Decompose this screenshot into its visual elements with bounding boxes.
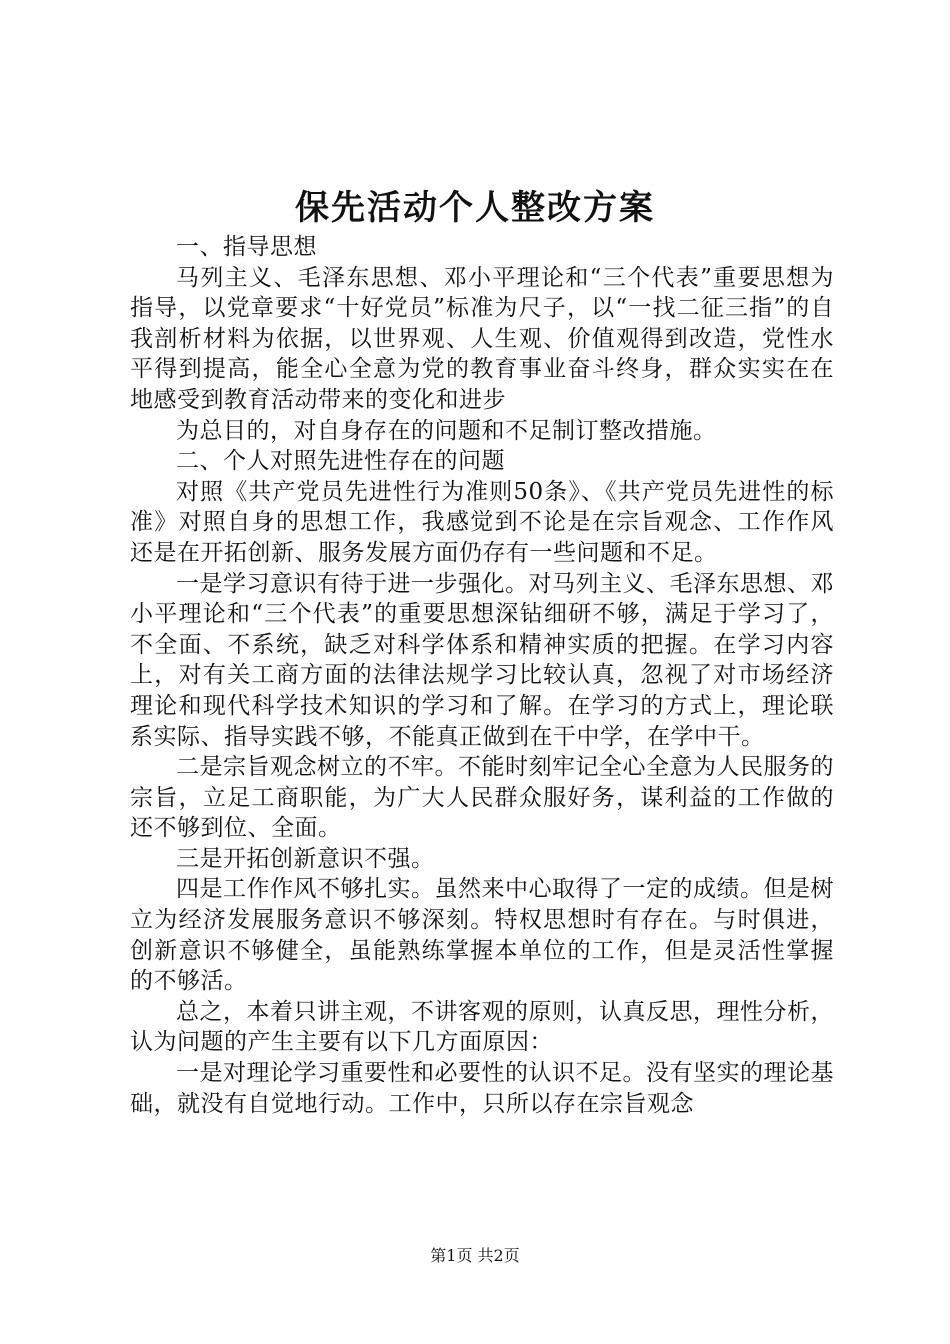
paragraph: 一是学习意识有待于进一步强化。对马列主义、毛泽东思想、邓小平理论和“三个代表”的重要思想深钻细研不够，满足于学习了，不全面、不系统，缺乏对科学体系和精神实质的把握。在学习内容上，对有关工商方面的法律法规学习比较认真，忽视了对市场经济理论和现代科学技术知识的学习和了解。在学习的方式上，理论联系实际、指导实践不够，不能真正做到在干中学，在学中干。	[130, 570, 834, 750]
paragraph: 一是对理论学习重要性和必要性的认识不足。没有坚实的理论基础，就没有自觉地行动。工作中，只所以存在宗旨观念	[130, 1060, 834, 1117]
document-body	[130, 232, 834, 1119]
paragraph: 四是工作作风不够扎实。虽然来中心取得了一定的成绩。但是树立为经济发展服务意识不够深刻。特权思想时有存在。与时俱进，创新意识不够健全，虽能熟练掌握本单位的工作，但是灵活性掌握的不够活。	[130, 876, 834, 995]
paragraph: 马列主义、毛泽东思想、邓小平理论和“三个代表”重要思想为指导，以党章要求“十好党员”标准为尺子，以“一找二征三指”的自我剖析材料为依据，以世界观、人生观、价值观得到改造，党性水平得到提高，能全心全意为党的教育事业奋斗终身，群众实实在在地感受到教育活动带来的变化和进步	[130, 264, 834, 413]
paragraph: 二是宗旨观念树立的不牢。不能时刻牢记全心全意为人民服务的宗旨，立足工商职能，为广大人民群众服好务，谋利益的工作做的还不够到位、全面。	[130, 754, 834, 842]
section-heading-problems: 二、个人对照先进性存在的问题	[176, 448, 505, 475]
paragraph: 总之，本着只讲主观，不讲客观的原则，认真反思，理性分析，认为问题的产生主要有以下几方面原因：	[130, 998, 834, 1056]
paragraph: 为总目的，对自身存在的问题和不足制订整改措施。	[176, 417, 717, 444]
document-title: 保先活动个人整改方案	[295, 188, 655, 228]
section-heading-guiding-ideology: 一、指导思想	[176, 234, 317, 260]
paragraph: 三是开拓创新意识不强。	[176, 845, 435, 872]
paragraph: 对照《共产党员先进性行为准则50条》、《共产党员先进性的标准》对照自身的思想工作，我感觉到不论是在宗旨观念、工作作风还是在开拓创新、服务发展方面仍存有一些问题和不足。	[130, 478, 834, 566]
page-footer: 第1页 共2页	[430, 1246, 520, 1265]
